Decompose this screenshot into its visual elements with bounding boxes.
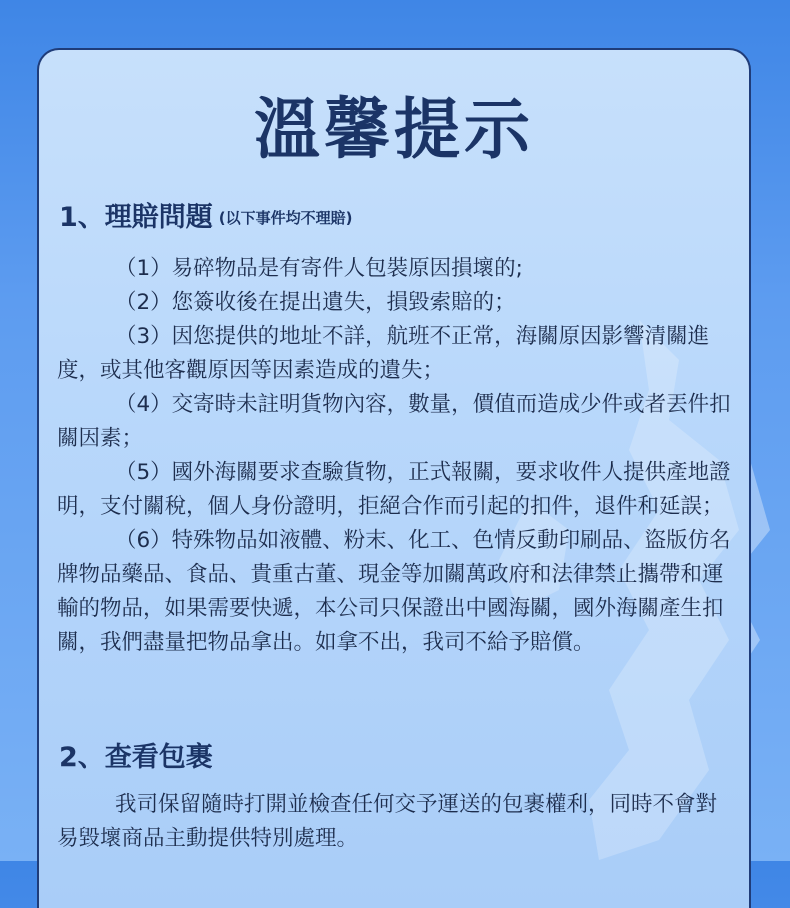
claim-item: （6）特殊物品如液體、粉末、化工、色情反動印刷品、盜版仿名牌物品藥品、食品、貴重古董、現金等加關萬政府和法律禁止攜帶和運輸的物品，如果需要快遞，本公司只保證出中國海關，國外海關產生扣關，我們盡量把物品拿出。如拿不出，我司不給予賠償。: [57, 528, 731, 655]
section-note: (以下事件均不理賠): [218, 209, 353, 227]
page-title: 溫馨提示: [254, 91, 534, 168]
section-heading-claims: [59, 200, 353, 236]
section-title: 2、查看包裹: [59, 742, 213, 773]
claims-list: [57, 252, 737, 660]
section-title: 1、理賠問題: [59, 202, 213, 233]
inspection-item: 我司保留隨時打開並檢查任何交予運送的包裹權利，同時不會對易毀壞商品主動提供特別處理。: [57, 792, 718, 851]
claim-item: （5）國外海關要求查驗貨物，正式報關，要求收件人提供產地證明，支付關稅，個人身份證明，拒絕合作而引起的扣件，退件和延誤；: [57, 460, 731, 519]
inspection-text: [57, 788, 737, 856]
claim-item: （4）交寄時未註明貨物內容，數量，價值而造成少件或者丟件扣關因素；: [57, 392, 731, 451]
claim-item: （2）您簽收後在提出遺失，損毀索賠的；: [115, 290, 516, 315]
claim-item: （1）易碎物品是有寄件人包裝原因損壞的;: [115, 256, 523, 281]
section-heading-inspection: [59, 740, 213, 776]
tips-card: [37, 48, 751, 908]
claim-item: （3）因您提供的地址不詳，航班不正常，海關原因影響清關進度，或其他客觀原因等因素造成的遺失；: [57, 324, 710, 383]
